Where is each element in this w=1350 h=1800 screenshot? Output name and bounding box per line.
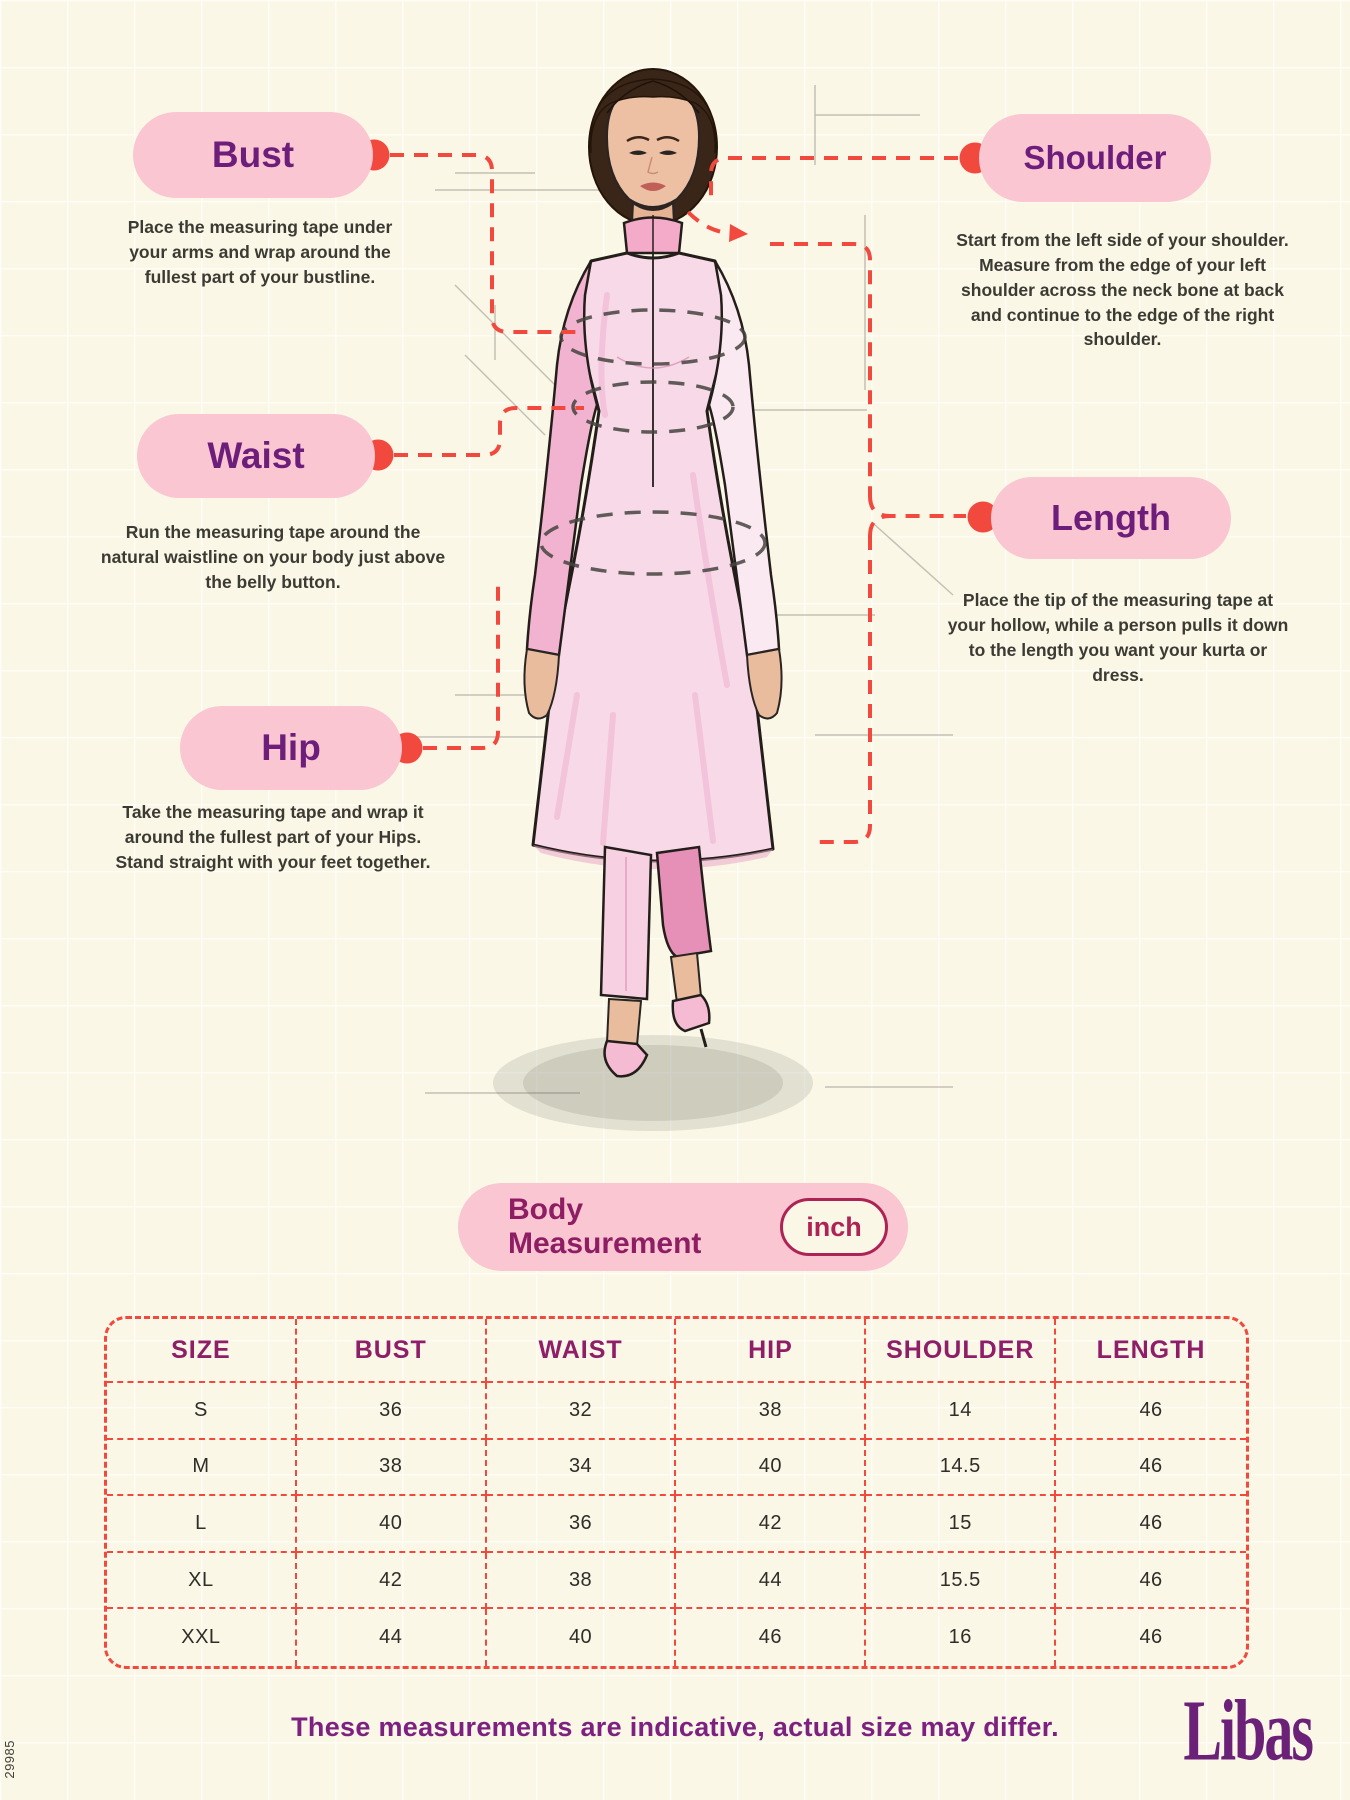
hip-label: Hip xyxy=(261,727,321,768)
cell-xl-length: 46 xyxy=(1056,1553,1246,1610)
cell-m-waist: 34 xyxy=(487,1440,677,1497)
cell-xl-size: XL xyxy=(107,1553,297,1610)
length-description: Place the tip of the measuring tape at your hollow, while a person pulls it down to the length you want your kurta or dress. xyxy=(947,590,1289,685)
cell-l-waist: 36 xyxy=(487,1496,677,1553)
bust-label-pill xyxy=(133,112,373,198)
size-chart-table xyxy=(104,1316,1249,1669)
cell-m-length: 46 xyxy=(1056,1440,1246,1497)
shoulder-label-pill xyxy=(979,114,1211,202)
col-header-shoulder: SHOULDER xyxy=(866,1319,1056,1383)
cell-xl-shoulder: 15.5 xyxy=(866,1553,1056,1610)
cell-m-hip: 40 xyxy=(676,1440,866,1497)
side-reference-code: 29985 xyxy=(2,1740,17,1779)
cell-s-shoulder: 14 xyxy=(866,1383,1056,1440)
col-header-hip: HIP xyxy=(676,1319,866,1383)
waist-label-pill xyxy=(137,414,375,498)
cell-m-bust: 38 xyxy=(297,1440,487,1497)
col-header-waist: WAIST xyxy=(487,1319,677,1383)
cell-s-hip: 38 xyxy=(676,1383,866,1440)
col-header-bust: BUST xyxy=(297,1319,487,1383)
cell-l-hip: 42 xyxy=(676,1496,866,1553)
length-label-pill xyxy=(991,477,1231,559)
back-shoe xyxy=(673,995,710,1031)
cell-s-bust: 36 xyxy=(297,1383,487,1440)
unit-toggle[interactable]: inch xyxy=(780,1198,888,1256)
cell-l-length: 46 xyxy=(1056,1496,1246,1553)
cell-m-shoulder: 14.5 xyxy=(866,1440,1056,1497)
cell-m-size: M xyxy=(107,1440,297,1497)
bust-description: Place the measuring tape under your arms and wrap around the fullest part of your bustline. xyxy=(127,217,393,287)
body-measurement-header xyxy=(458,1183,908,1271)
brand-logo: Libas xyxy=(1183,1681,1312,1779)
waist-description: Run the measuring tape around the natural waistline on your body just above the belly button. xyxy=(100,522,446,592)
model-illustration xyxy=(395,55,955,1175)
cell-l-bust: 40 xyxy=(297,1496,487,1553)
cell-xxl-length: 46 xyxy=(1139,1626,1163,1649)
body-measurement-title: Body Measurement xyxy=(508,1193,702,1260)
cell-s-size: S xyxy=(107,1383,297,1440)
cell-xxl-shoulder: 16 xyxy=(866,1609,1056,1666)
hip-label-pill xyxy=(180,706,402,790)
cell-xxl-waist: 40 xyxy=(487,1609,677,1666)
col-header-size: SIZE xyxy=(107,1319,297,1383)
cell-l-size: L xyxy=(107,1496,297,1553)
length-label: Length xyxy=(1051,497,1171,538)
bust-label: Bust xyxy=(211,134,295,175)
cell-l-shoulder: 15 xyxy=(866,1496,1056,1553)
cell-xxl-bust: 44 xyxy=(297,1609,487,1666)
cell-xl-waist: 38 xyxy=(487,1553,677,1610)
cell-xxl-size: XXL xyxy=(107,1609,297,1666)
disclaimer-note: These measurements are indicative, actual size may differ. xyxy=(291,1712,1059,1742)
waist-label: Waist xyxy=(207,435,305,476)
cell-xl-hip: 44 xyxy=(676,1553,866,1610)
hip-description: Take the measuring tape and wrap it around the fullest part of your Hips. Stand straight with your feet together. xyxy=(115,802,431,872)
shoulder-label: Shoulder xyxy=(1023,139,1167,176)
shoulder-description: Start from the left side of your shoulder. Measure from the edge of your left shoulder across the neck bone at back and continue to the edge of the right shoulder. xyxy=(956,230,1289,350)
cell-s-length: 46 xyxy=(1056,1383,1246,1440)
cell-xl-bust: 42 xyxy=(297,1553,487,1610)
cell-xxl-hip: 46 xyxy=(676,1609,866,1666)
cell-s-waist: 32 xyxy=(487,1383,677,1440)
col-header-length: LENGTH xyxy=(1056,1319,1246,1383)
